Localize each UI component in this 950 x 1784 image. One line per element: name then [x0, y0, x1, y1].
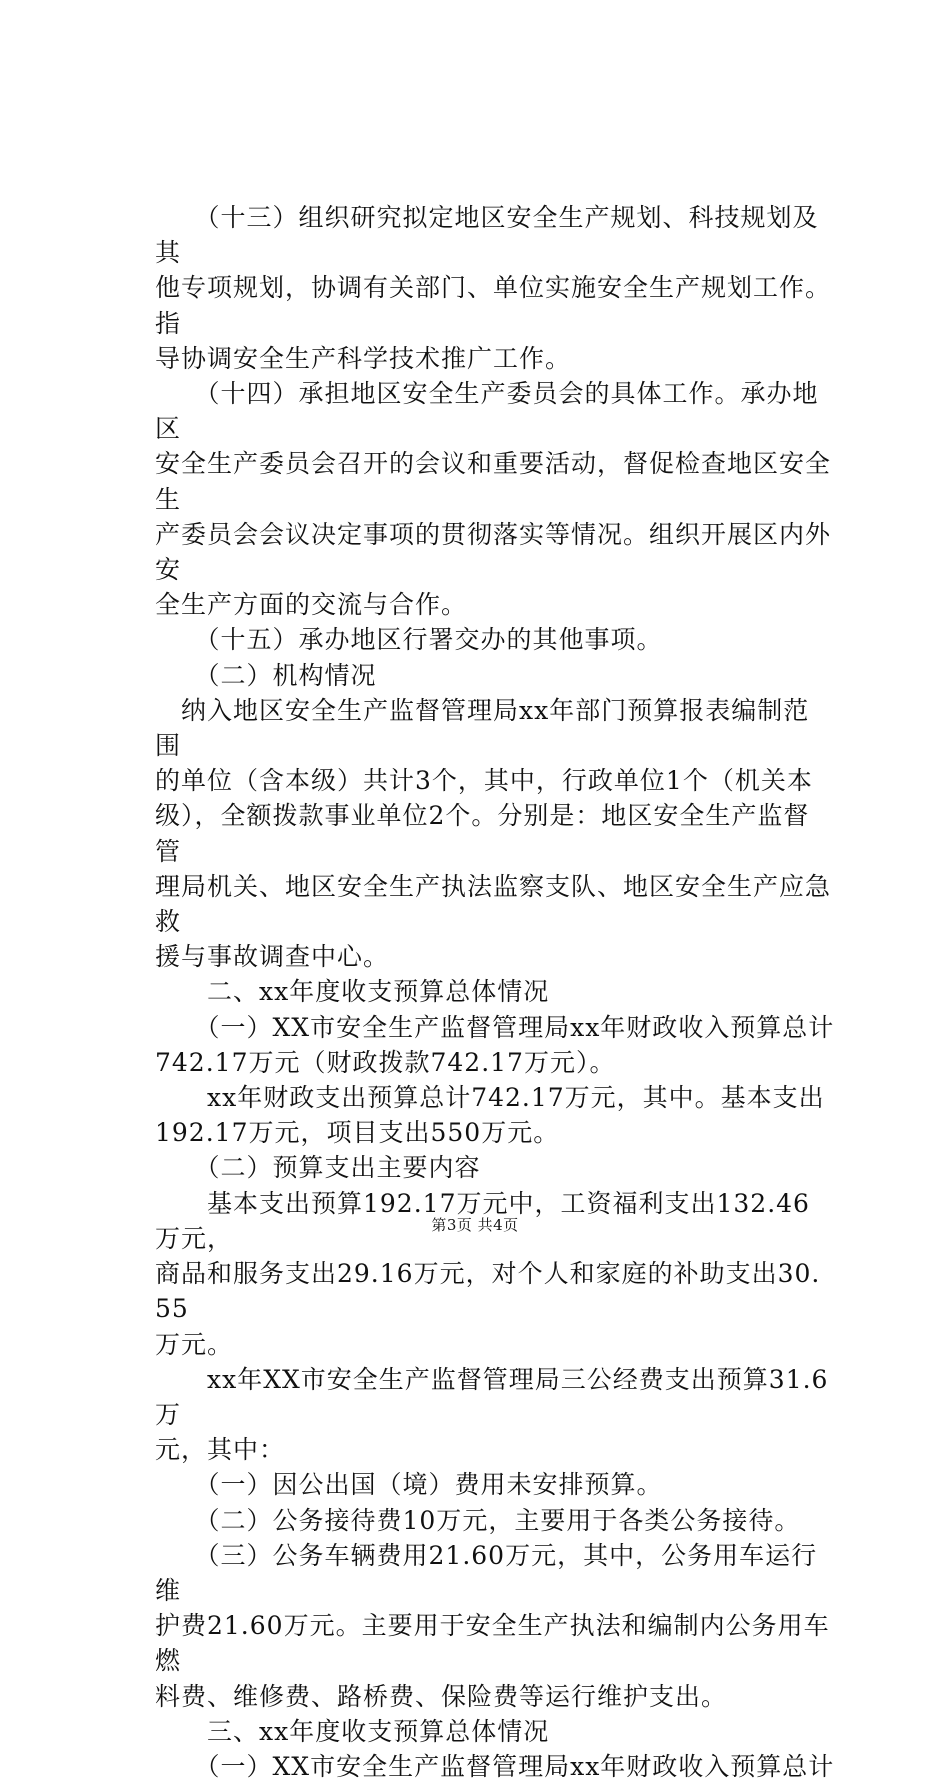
heading-section-2: 二、xx年度收支预算总体情况 [155, 977, 550, 1007]
paragraph-item-14: （十四）承担地区安全生产委员会的具体工作。承办地区 安全生产委员会召开的会议和重要活动，督促检查地区安全生 产委员会会议决定事项的贯彻落实等情况。组织开展区内外安 全生产方面的交流与合作。 [155, 379, 832, 620]
paragraph-vehicle-fee: （三）公务车辆费用21.60万元，其中，公务用车运行维 护费21.60万元。主要用于安全生产执法和编制内公务用车燃 料费、维修费、路桥费、保险费等运行维护支出。 [155, 1540, 830, 1711]
paragraph-overseas-travel: （一）因公出国（境）费用未安排预算。 [155, 1470, 663, 1500]
page-footer [0, 1214, 950, 1236]
paragraph-expenditure-budget: xx年财政支出预算总计742.17万元，其中。基本支出 192.17万元，项目支出550万元。 [155, 1083, 825, 1148]
heading-institution-info: （二）机构情况 [155, 660, 377, 690]
paragraph-revenue-budget: （一）XX市安全生产监督管理局xx年财政收入预算总计 742.17万元（财政拨款742.17万元）。 [155, 1012, 835, 1077]
document-body [155, 200, 835, 1784]
paragraph-three-public-expenses: xx年XX市安全生产监督管理局三公经费支出预算31.6万 元，其中： [155, 1364, 829, 1465]
paragraph-institution-scope: 纳入地区安全生产监督管理局xx年部门预算报表编制范围 的单位（含本级）共计3个，其中，行政单位1个（机关本 级），全额拨款事业单位2个。分别是：地区安全生产监督管 理局机关、地区安全生产执法监察支队、地区安全生产应急救 援与事故调查中心。 [155, 695, 832, 972]
heading-expenditure-content: （二）预算支出主要内容 [155, 1153, 481, 1183]
paragraph-revenue-budget-repeat: （一）XX市安全生产监督管理局xx年财政收入预算总计 [155, 1751, 835, 1781]
page-number-label: 第3页 共4页 [431, 1216, 519, 1234]
paragraph-item-13: （十三）组织研究拟定地区安全生产规划、科技规划及其 他专项规划，协调有关部门、单位实施安全生产规划工作。指 导协调安全生产科学技术推广工作。 [155, 203, 832, 373]
paragraph-item-15: （十五）承办地区行署交办的其他事项。 [155, 625, 663, 655]
heading-section-3: 三、xx年度收支预算总体情况 [155, 1716, 550, 1746]
paragraph-reception-fee: （二）公务接待费10万元，主要用于各类公务接待。 [155, 1505, 801, 1535]
paragraph-basic-expenditure: 基本支出预算192.17万元中，工资福利支出132.46万元， 商品和服务支出29.16万元，对个人和家庭的补助支出30.55 万元。 [155, 1188, 821, 1359]
